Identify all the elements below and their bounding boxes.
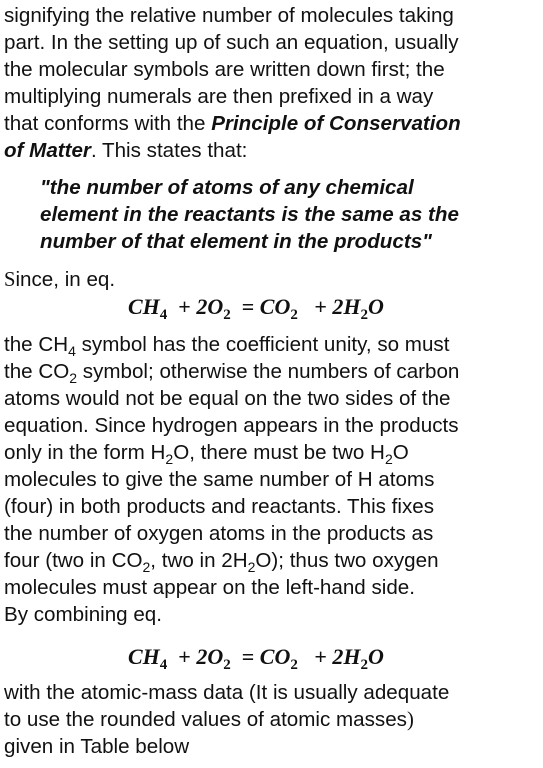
text-run: to use the rounded values of atomic masses [4,708,407,731]
text-line [4,267,115,293]
chemical-equation [128,293,384,324]
eq-term: O [368,294,384,319]
subscript: 2 [165,451,174,467]
text-run: four (two in CO [4,549,143,572]
text-line [4,138,247,164]
eq-coefficient: 2 [332,644,344,669]
quote-line: element in the reactants is the same as the [40,203,459,226]
eq-term: O [207,294,224,319]
subscript: 2 [384,451,393,467]
text-line: multiplying numerals are then prefixed in a way [4,85,434,108]
principle-emphasis: Principle of Conservation [211,112,461,135]
subscript: 2 [142,559,151,575]
text-run: symbol has the coefficient unity, so must [75,333,450,356]
eq-subscript: 4 [159,657,168,673]
eq-operator: = [241,644,255,669]
text-line: equation. Since hydrogen appears in the products [4,414,459,437]
text-line: with the atomic-mass data (It is usually adequate [4,681,450,704]
eq-operator: + [314,644,327,669]
text-run: S [4,269,16,291]
text-line: By combining eq. [4,603,162,626]
text-line: given in Table below [4,735,190,758]
text-run: , two in 2H [150,549,248,572]
eq-term: CO [259,294,291,319]
eq-coefficient: 2 [196,644,208,669]
eq-subscript: 2 [223,307,231,323]
quote-line: "the number of atoms of any chemical [40,176,414,199]
text-line [4,111,461,137]
eq-operator: + [178,294,191,319]
eq-term: O [207,644,224,669]
text-run: ince, in eq. [15,268,116,291]
text-run: O [392,441,409,464]
eq-term: H [343,644,361,669]
quote-line: number of that element in the products" [40,230,432,253]
text-run: that conforms with the [4,112,212,135]
text-run: only in the form H [4,441,166,464]
text-line: the molecular symbols are written down first; the [4,58,445,81]
text-line [4,440,409,466]
eq-term: CH [128,644,160,669]
text-line: the number of oxygen atoms in the products as [4,522,434,545]
text-run: ) [406,709,414,731]
text-line [4,332,449,358]
text-run: O); thus two oxygen [255,549,439,572]
text-run: . This states that: [90,139,248,162]
eq-subscript: 2 [223,657,231,673]
eq-subscript: 2 [360,657,369,673]
eq-operator: + [314,294,327,319]
text-line [4,548,439,574]
text-line: molecules to give the same number of H atoms [4,468,435,491]
eq-subscript: 2 [360,307,369,323]
eq-subscript: 4 [159,307,168,323]
eq-subscript: 2 [290,657,298,673]
eq-term: O [368,644,384,669]
eq-term: CH [128,294,160,319]
eq-term: H [343,294,361,319]
eq-operator: + [178,644,191,669]
text-run: the CH [4,333,69,356]
eq-term: CO [259,644,291,669]
eq-operator: = [241,294,255,319]
principle-emphasis: of Matter [4,139,91,162]
eq-subscript: 2 [290,307,298,323]
subscript: 4 [68,343,76,359]
subscript: 2 [69,370,78,386]
text-line [4,359,459,385]
eq-coefficient: 2 [332,294,344,319]
text-line: atoms would not be equal on the two sides of the [4,387,451,410]
text-run: symbol; otherwise the numbers of carbon [77,360,460,383]
text-line: part. In the setting up of such an equation, usually [4,31,459,54]
text-line: molecules must appear on the left-hand side. [4,576,415,599]
eq-coefficient: 2 [196,294,208,319]
chemical-equation [128,643,384,674]
subscript: 2 [247,559,256,575]
text-run: the CO [4,360,70,383]
text-run: O, there must be two H [173,441,385,464]
text-line: signifying the relative number of molecules taking [4,4,454,27]
text-line: (four) in both products and reactants. This fixes [4,495,435,518]
text-line [4,707,414,733]
